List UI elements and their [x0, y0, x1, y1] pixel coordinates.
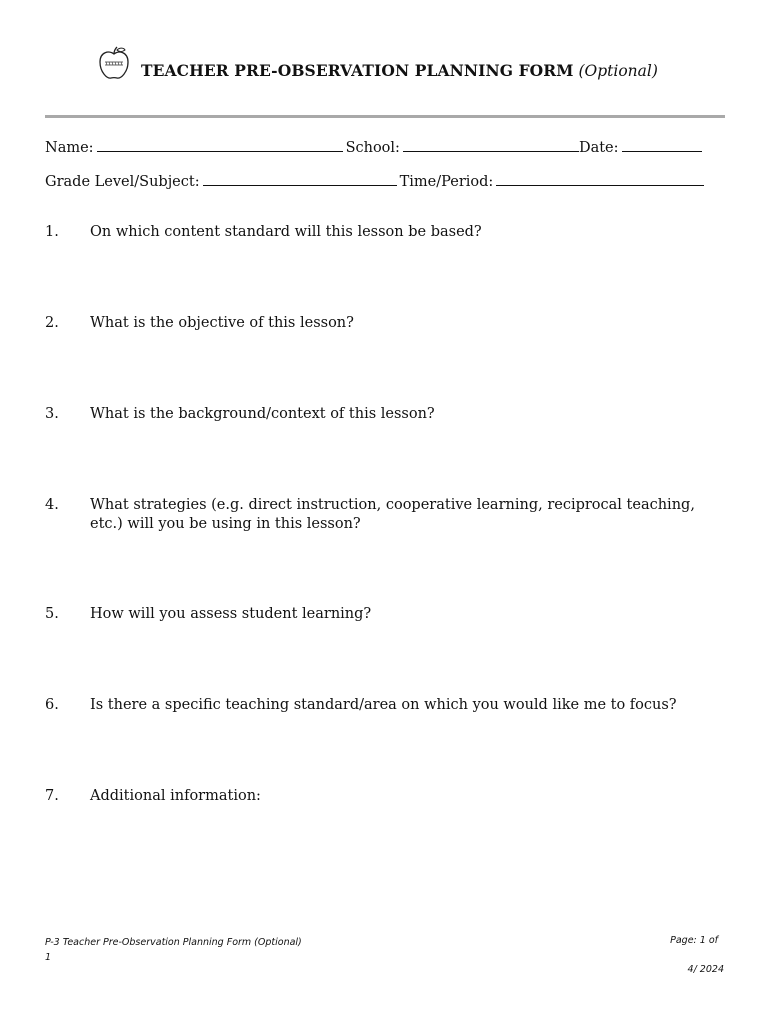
question-item — [45, 787, 735, 806]
date-label: Date: — [578, 140, 619, 156]
question-text: What is the background/context of this lesson? — [90, 406, 435, 422]
question-item — [45, 223, 735, 242]
name-label: Name: — [45, 140, 94, 156]
question-number: 3. — [45, 406, 59, 422]
question-text: What is the objective of this lesson? — [90, 315, 354, 331]
identity-fields-row — [45, 137, 725, 156]
footer-form-title: P-3 Teacher Pre-Observation Planning Form (Optional) — [45, 937, 302, 948]
footer-form-line2: 1 — [45, 952, 52, 963]
school-label: School: — [345, 140, 400, 156]
question-item — [45, 696, 735, 715]
grade-subject-label: Grade Level/Subject: — [45, 174, 200, 190]
grade-subject-field[interactable] — [203, 171, 397, 186]
question-item — [45, 314, 735, 333]
question-number: 7. — [45, 788, 59, 804]
question-text: Additional information: — [90, 788, 261, 804]
question-number: 1. — [45, 224, 59, 240]
question-item — [45, 405, 735, 424]
date-field[interactable] — [622, 137, 702, 152]
form-title — [141, 61, 658, 80]
question-text: What strategies (e.g. direct instruction, cooperative learning, reciprocal teaching, etc.) will you be using in this lesson? — [90, 497, 695, 532]
footer-page-number: Page: 1 of — [670, 935, 718, 946]
question-text: How will you assess student learning? — [90, 606, 372, 622]
footer-form-id — [45, 935, 302, 965]
question-text: Is there a specific teaching standard/area on which you would like me to focus? — [90, 697, 677, 713]
form-title-text: TEACHER PRE-OBSERVATION PLANNING FORM — [141, 61, 574, 80]
class-fields-row — [45, 171, 725, 190]
time-period-field[interactable] — [496, 171, 704, 186]
question-number: 4. — [45, 497, 59, 513]
apple-logo-icon — [98, 45, 130, 81]
question-item — [45, 496, 731, 534]
time-period-label: Time/Period: — [399, 174, 494, 190]
question-number: 5. — [45, 606, 59, 622]
form-title-suffix: (Optional) — [578, 62, 658, 80]
question-item — [45, 605, 735, 624]
name-field[interactable] — [97, 137, 343, 152]
question-number: 2. — [45, 315, 59, 331]
question-text: On which content standard will this lesson be based? — [90, 224, 482, 240]
footer-date: 4/ 2024 — [687, 964, 724, 975]
question-number: 6. — [45, 697, 59, 713]
header-divider — [45, 115, 725, 118]
school-field[interactable] — [403, 137, 579, 152]
